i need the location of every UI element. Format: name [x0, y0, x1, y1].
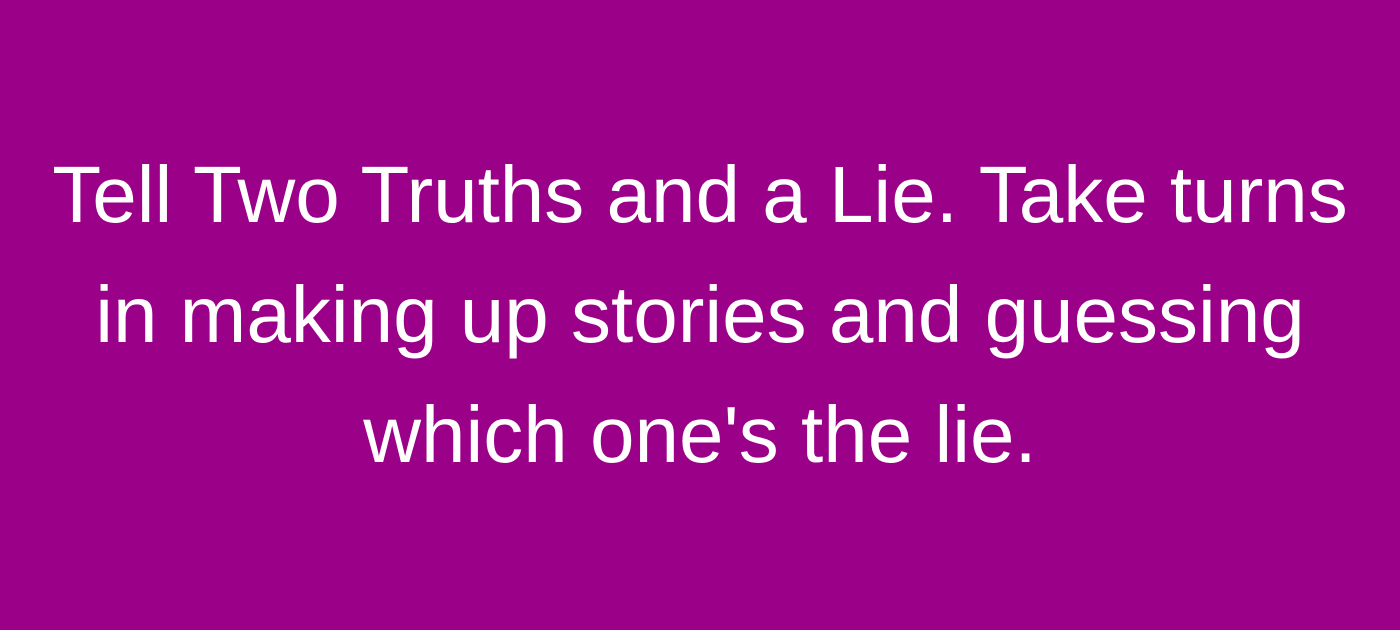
- prompt-line-3: which one's the lie.: [363, 390, 1037, 479]
- prompt-line-1: Tell Two Truths and a Lie. Take turns: [52, 150, 1348, 239]
- prompt-text: [52, 135, 1348, 495]
- prompt-line-2: in making up stories and guessing: [95, 270, 1305, 359]
